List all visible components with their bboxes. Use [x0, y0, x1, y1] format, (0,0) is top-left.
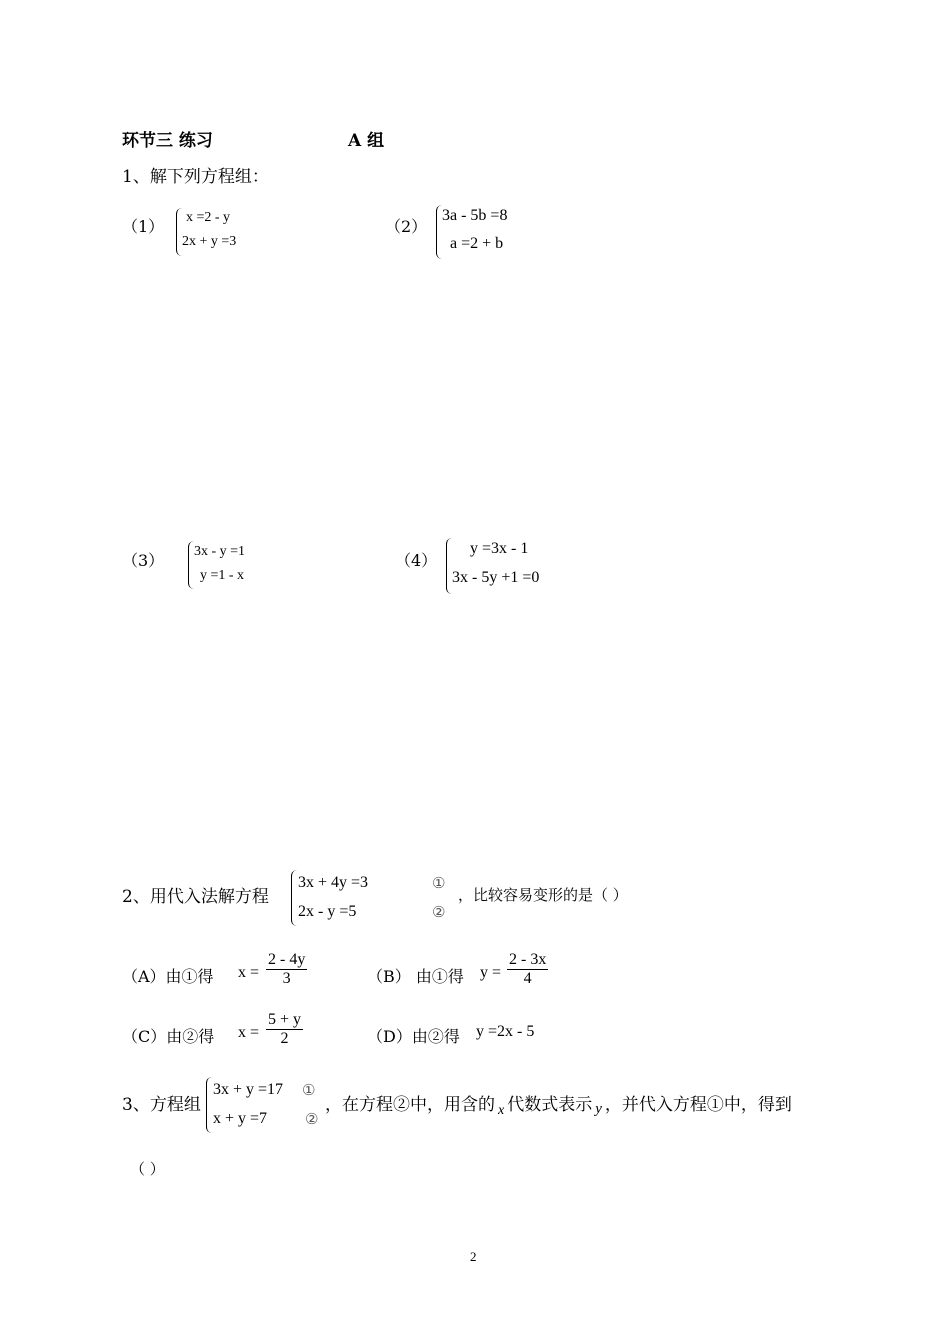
equation-line: 3x + 4y =3	[298, 874, 369, 891]
equation-mark-2: ②	[305, 1110, 319, 1128]
equation-mark-1: ①	[302, 1081, 316, 1099]
q3-text-part-2: 代数式表示	[507, 1095, 593, 1115]
q1-prompt: 1、解下列方程组：	[122, 167, 269, 187]
equation-line: 3x - y =1	[194, 544, 246, 559]
q2-suffix: ，比较容易变形的是（ ）	[458, 886, 628, 904]
page-number: 2	[470, 1249, 477, 1264]
option-d-expression: y =2x - 5	[476, 1023, 535, 1040]
equation-line: 2x + y =3	[182, 234, 237, 249]
numerator: 2 - 4y	[268, 951, 306, 968]
q2-prefix: 2、用代入法解方程	[122, 887, 269, 907]
option-c-label: （C）由②得	[122, 1027, 215, 1046]
q1-system-2-label: （2）	[385, 217, 428, 236]
option-c-lhs: x =	[238, 1024, 260, 1041]
equation-line: 3x - 5y +1 =0	[452, 569, 540, 586]
q3-prefix: 3、方程组	[122, 1095, 201, 1115]
denominator: 2	[280, 1030, 289, 1047]
q3-text-part-1: ，在方程②中，用含的	[325, 1095, 495, 1115]
q3-text-part-3: ，并代入方程①中，得到	[604, 1095, 792, 1115]
numerator: 2 - 3x	[509, 951, 547, 968]
q1-system-4-label: （4）	[395, 551, 438, 570]
denominator: 3	[282, 970, 291, 987]
option-b-lhs: y =	[480, 964, 502, 981]
option-a-lhs: x =	[238, 964, 260, 981]
numerator: 5 + y	[268, 1011, 302, 1028]
equation-line: 3a - 5b =8	[442, 207, 508, 224]
option-d-label: （D）由②得	[367, 1027, 460, 1046]
equation-line: 2x - y =5	[298, 903, 357, 920]
option-a-fraction	[266, 951, 307, 988]
option-b-label: （B） 由①得	[367, 967, 464, 986]
q3-answer-blank: （ ）	[130, 1160, 165, 1178]
equation-mark-2: ②	[432, 903, 446, 921]
equation-line: x + y =7	[213, 1110, 268, 1127]
q1-system-3-label: （3）	[122, 551, 165, 570]
equation-line: y =1 - x	[200, 568, 245, 583]
var-y: y	[595, 1101, 602, 1117]
option-a-label: （A）由①得	[122, 967, 214, 986]
equation-line: y =3x - 1	[470, 540, 529, 557]
equation-line: a =2 + b	[450, 235, 504, 252]
equation-mark-1: ①	[432, 874, 446, 892]
denominator: 4	[523, 970, 532, 987]
group-label: A 组	[348, 131, 385, 151]
section-title: 环节三 练习	[122, 131, 213, 151]
var-x: x	[498, 1103, 505, 1118]
equation-line: 3x + y =17	[213, 1081, 284, 1098]
q3-text-1	[325, 1090, 792, 1118]
equation-line: x =2 - y	[186, 210, 231, 225]
option-b-fraction	[507, 951, 548, 988]
option-c-fraction	[266, 1011, 303, 1048]
q1-system-1-label: （1）	[122, 217, 165, 236]
